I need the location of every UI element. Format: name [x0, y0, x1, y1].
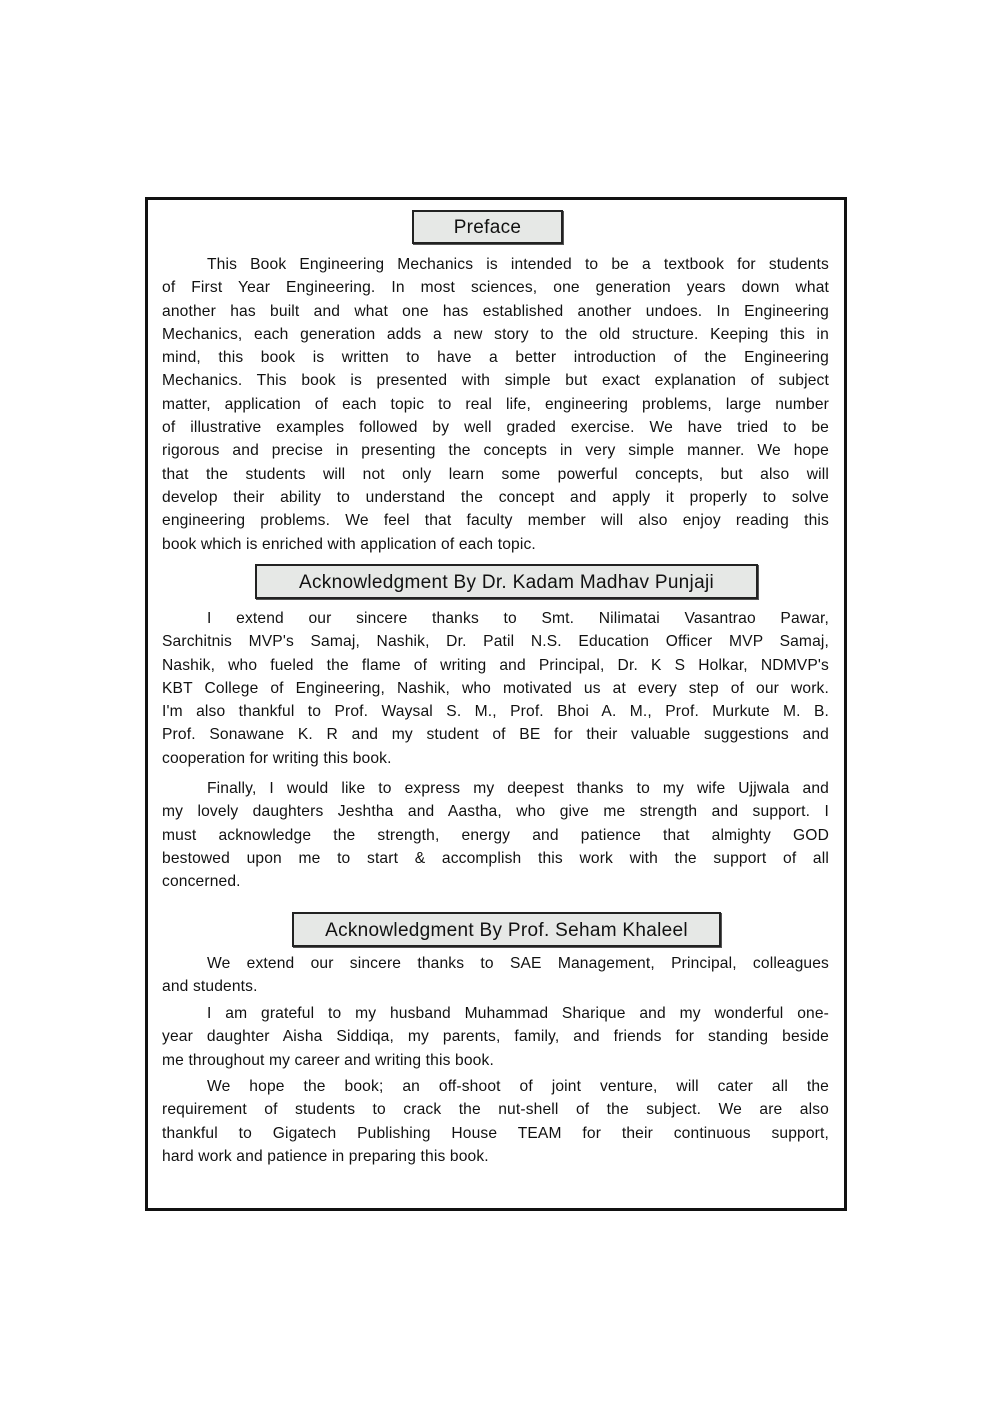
text-line: Mechanics. This book is presented with simple but exact explanation of subject	[162, 372, 829, 390]
text-line: develop their ability to understand the concept and apply it properly to solve	[162, 488, 829, 506]
text-line: concerned.	[162, 873, 241, 891]
acknowledgment-kadam-paragraph-2	[162, 777, 829, 893]
text-line: Finally, I would like to express my deepest thanks to my wife Ujjwala and	[207, 780, 829, 797]
text-line: We extend our sincere thanks to SAE Management, Principal, colleagues	[207, 955, 829, 972]
heading-preface: Preface	[412, 210, 563, 244]
text-line: I'm also thankful to Prof. Waysal S. M., Prof. Bhoi A. M., Prof. Murkute M. B.	[162, 703, 829, 721]
text-line: book which is enriched with application of each topic.	[162, 535, 536, 553]
heading-acknowledgment-khaleel: Acknowledgment By Prof. Seham Khaleel	[292, 912, 721, 947]
text-line: requirement of students to crack the nut-shell of the subject. We are also	[162, 1101, 829, 1119]
text-line: cooperation for writing this book.	[162, 749, 392, 767]
text-line: We hope the book; an off-shoot of joint venture, will cater all the	[207, 1078, 829, 1095]
text-line: that the students will not only learn some powerful concepts, but also will	[162, 465, 829, 483]
acknowledgment-khaleel-paragraph-3	[162, 1075, 829, 1168]
text-line: of illustrative examples followed by well graded exercise. We have tried to be	[162, 419, 829, 437]
text-line: hard work and patience in preparing this book.	[162, 1147, 489, 1165]
text-line: year daughter Aisha Siddiqa, my parents, family, and friends for standing beside	[162, 1028, 829, 1046]
heading-acknowledgment-kadam: Acknowledgment By Dr. Kadam Madhav Punjaji	[255, 564, 758, 599]
text-line: thankful to Gigatech Publishing House TEAM for their continuous support,	[162, 1124, 829, 1142]
preface-paragraph	[162, 253, 829, 556]
text-line: another has built and what one has established another undoes. In Engineering	[162, 302, 829, 320]
text-line: matter, application of each topic to real life, engineering problems, large number	[162, 395, 829, 413]
text-line: Sarchitnis MVP's Samaj, Nashik, Dr. Patil N.S. Education Officer MVP Samaj,	[162, 633, 829, 651]
text-line: KBT College of Engineering, Nashik, who motivated us at every step of our work.	[162, 679, 829, 697]
text-line: my lovely daughters Jeshtha and Aastha, who give me strength and support. I	[162, 803, 829, 821]
text-line: rigorous and precise in presenting the concepts in very simple manner. We hope	[162, 442, 829, 460]
text-line: Mechanics, each generation adds a new story to the old structure. Keeping this in	[162, 325, 829, 343]
text-line: Prof. Sonawane K. R and my student of BE for their valuable suggestions and	[162, 726, 829, 744]
text-line: must acknowledge the strength, energy and patience that almighty GOD	[162, 826, 829, 844]
text-line: bestowed upon me to start & accomplish this work with the support of all	[162, 849, 829, 867]
text-line: This Book Engineering Mechanics is intended to be a textbook for students	[207, 256, 829, 273]
text-line: and students.	[162, 978, 258, 996]
text-line: I am grateful to my husband Muhammad Sharique and my wonderful one-	[207, 1005, 829, 1022]
text-line: I extend our sincere thanks to Smt. Nilimatai Vasantrao Pawar,	[207, 610, 829, 627]
text-line: Nashik, who fueled the flame of writing and Principal, Dr. K S Holkar, NDMVP's	[162, 656, 829, 674]
acknowledgment-khaleel-paragraph-2	[162, 1002, 829, 1072]
acknowledgment-khaleel-paragraph-1	[162, 952, 829, 999]
text-line: mind, this book is written to have a better introduction of the Engineering	[162, 349, 829, 367]
text-line: engineering problems. We feel that faculty member will also enjoy reading this	[162, 512, 829, 530]
text-line: of First Year Engineering. In most sciences, one generation years down what	[162, 279, 829, 297]
acknowledgment-kadam-paragraph-1	[162, 607, 829, 770]
text-line: me throughout my career and writing this book.	[162, 1051, 494, 1069]
